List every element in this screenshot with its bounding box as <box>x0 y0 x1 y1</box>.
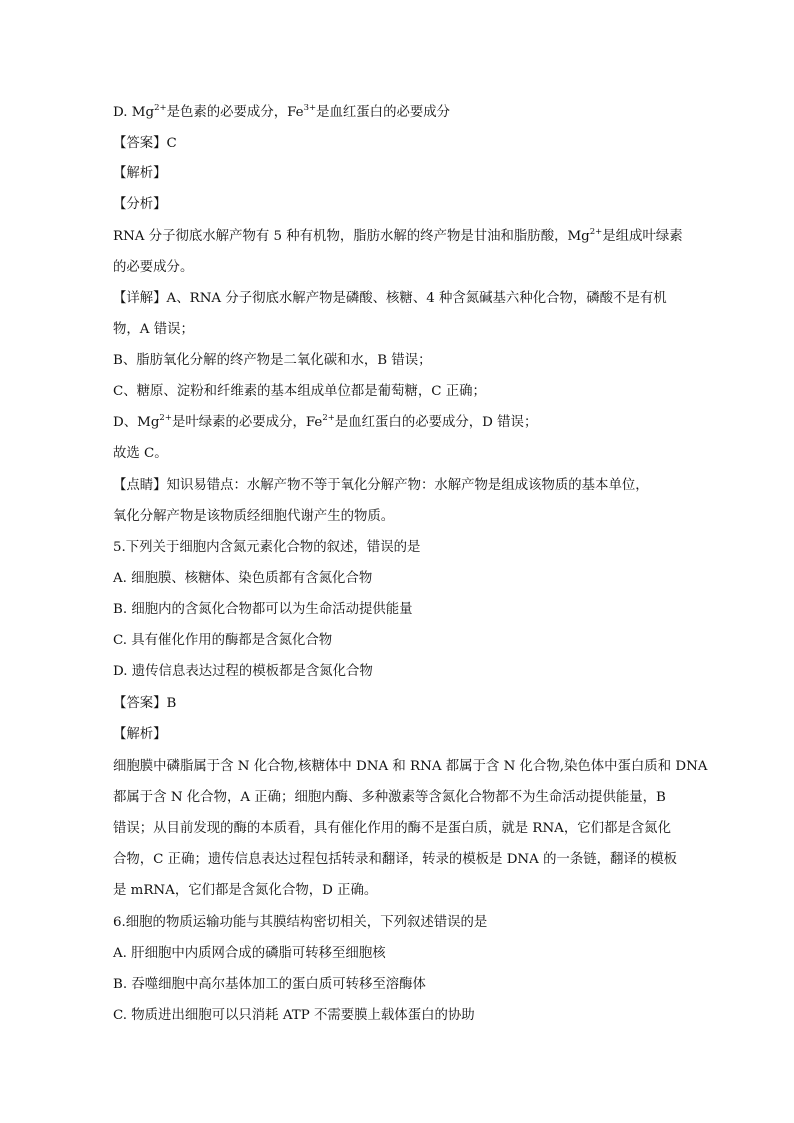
q4-fenxi-line-1: RNA 分子彻底水解产物有 5 种有机物，脂肪水解的终产物是甘油和脂肪酸，$Mg^{2+}$是组成叶绿素 <box>113 227 683 244</box>
q5-explanation-line-4: 合物，C 正确；遗传信息表达过程包括转录和翻译，转录的模板是 DNA 的一条链，翻译的模板 <box>113 852 677 867</box>
q6-option-b: B. 吞噬细胞中高尔基体加工的蛋白质可转移至溶酶体 <box>113 977 426 992</box>
q4-tip-line-2: 氧化分解产物是该物质经细胞代谢产生的物质。 <box>113 509 395 524</box>
q5-explanation-line-5: 是 mRNA，它们都是含氮化合物，D 正确。 <box>113 883 378 898</box>
q6-option-c: C. 物质进出细胞可以只消耗 ATP 不需要膜上载体蛋白的协助 <box>113 1008 475 1023</box>
q5-answer: 【答案】B <box>113 696 177 711</box>
q6-stem: 6.细胞的物质运输功能与其膜结构密切相关，下列叙述错误的是 <box>113 915 488 930</box>
q5-option-b: B. 细胞内的含氮化合物都可以为生命活动提供能量 <box>113 602 413 617</box>
q5-explanation-line-1: 细胞膜中磷脂属于含 N 化合物,核糖体中 DNA 和 RNA 都属于含 N 化合物,染色体中蛋白质和 DNA <box>113 759 708 774</box>
q4-fenxi-heading: 【分析】 <box>113 197 167 212</box>
q4-detail-line-1: 【详解】A、RNA 分子彻底水解产物是磷酸、核糖、4 种含氮碱基六种化合物，磷酸不是有机 <box>113 291 667 306</box>
q4-analysis-heading: 【解析】 <box>113 166 167 181</box>
q4-detail-line-3: B、脂肪氧化分解的终产物是二氧化碳和水，B 错误； <box>113 353 432 368</box>
q5-explanation-line-3: 错误；从目前发现的酶的本质看，具有催化作用的酶不是蛋白质，就是 RNA，它们都是含氮化 <box>113 821 671 836</box>
q4-fenxi-line-2: 的必要成分。 <box>113 260 194 275</box>
q5-option-d: D. 遗传信息表达过程的模板都是含氮化合物 <box>113 664 373 679</box>
q4-detail-line-4: C、糖原、淀粉和纤维素的基本组成单位都是葡萄糖，C 正确； <box>113 384 486 399</box>
q5-option-a: A. 细胞膜、核糖体、染色质都有含氮化合物 <box>113 571 373 586</box>
q5-option-c: C. 具有催化作用的酶都是含氮化合物 <box>113 633 333 648</box>
q5-explanation-line-2: 都属于含 N 化合物，A 正确；细胞内酶、多种激素等含氮化合物都不为生命活动提供能量，B <box>113 790 666 805</box>
q4-detail-line-2: 物，A 错误； <box>113 322 194 337</box>
q4-tip-line-1: 【点睛】知识易错点：水解产物不等于氧化分解产物：水解产物是组成该物质的基本单位， <box>113 478 649 493</box>
q4-detail-line-5: D、$Mg^{2+}$是叶绿素的必要成分，$Fe^{2+}$是血红蛋白的必要成分，D 错误； <box>113 413 538 430</box>
q6-option-a: A. 肝细胞中内质网合成的磷脂可转移至细胞核 <box>113 946 386 961</box>
q5-stem: 5.下列关于细胞内含氮元素化合物的叙述，错误的是 <box>113 540 421 555</box>
q4-option-d: D. $Mg^{2+}$是色素的必要成分，$Fe^{3+}$是血红蛋白的必要成分 <box>113 103 451 120</box>
q4-answer: 【答案】C <box>113 136 177 151</box>
q4-detail-line-6: 故选 C。 <box>113 446 168 461</box>
q5-analysis-heading: 【解析】 <box>113 727 167 742</box>
